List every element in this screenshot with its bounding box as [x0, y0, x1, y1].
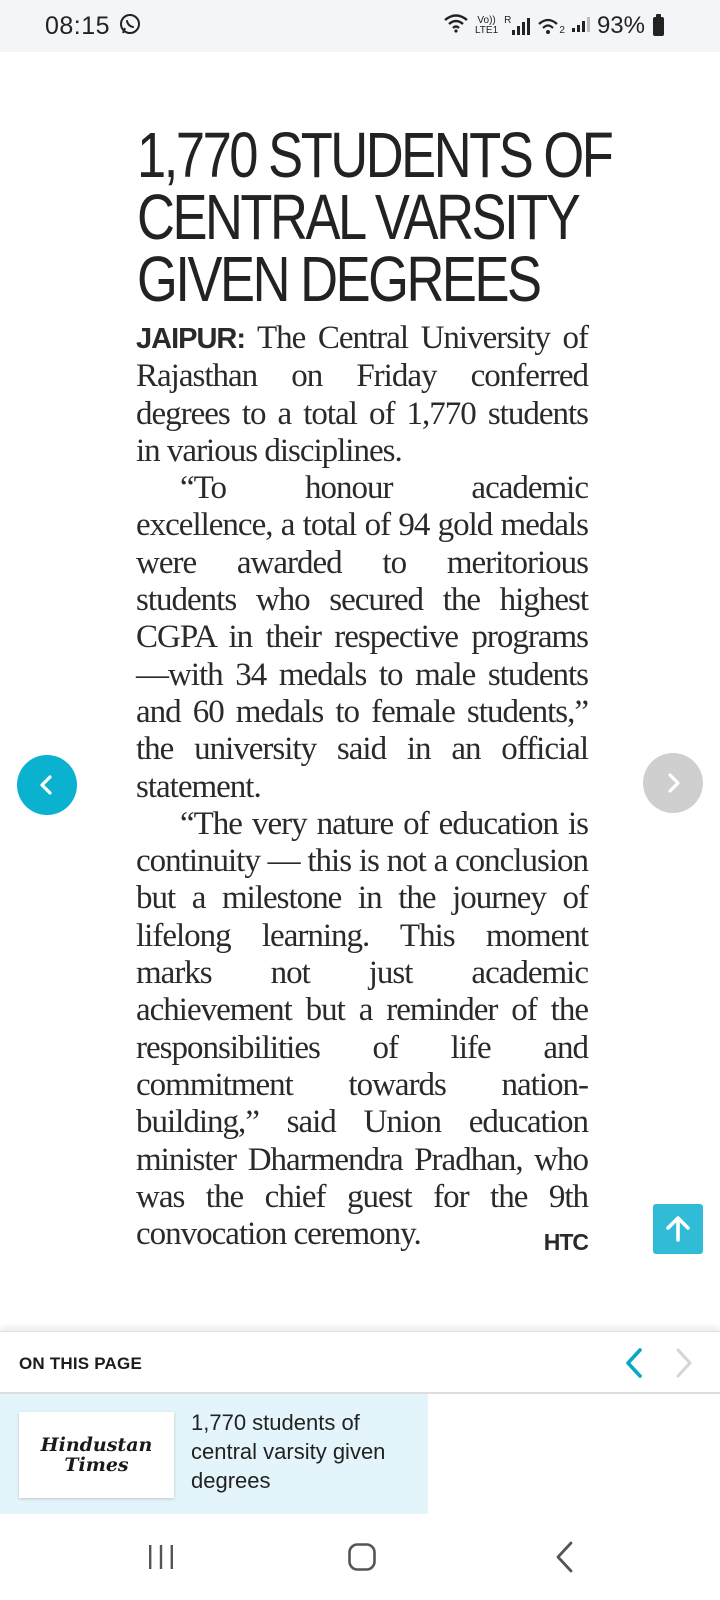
- article-headline: [137, 119, 612, 315]
- wifi-calling-icon: [537, 16, 565, 36]
- story-card[interactable]: [0, 1394, 428, 1514]
- wifi-icon: [443, 12, 469, 40]
- back-icon[interactable]: [553, 1540, 577, 1574]
- credit-label: HTC: [543, 1229, 588, 1256]
- previous-page-button[interactable]: [17, 755, 77, 815]
- article-clipping: [0, 52, 720, 1332]
- on-this-page-title: ON THIS PAGE: [19, 1354, 142, 1373]
- panel-prev-button[interactable]: [620, 1346, 650, 1380]
- status-left: [45, 12, 142, 41]
- whatsapp-notification-icon: [118, 12, 142, 41]
- volte-indicator: [475, 16, 498, 36]
- logo-line: Hindustan: [40, 1434, 153, 1456]
- sim2-label: 2: [559, 25, 565, 36]
- clock: 08:15: [45, 11, 111, 40]
- scroll-to-top-button[interactable]: [653, 1204, 703, 1254]
- next-page-button[interactable]: [643, 753, 703, 813]
- battery-percent: 93%: [596, 12, 645, 39]
- signal-sim1-icon: [504, 16, 531, 36]
- battery-icon: [653, 17, 664, 36]
- lte-label: LTE1: [474, 25, 499, 36]
- status-bar: [0, 0, 720, 52]
- article-paragraph: [136, 320, 588, 470]
- chevron-left-icon: [36, 774, 58, 796]
- article-paragraph: “To honour academic excellence, a total of 94 gold medals were awarded to meritorious students who secured the highest CGPA in their respective programs —with 34 medals to male students and 60 medals to female students,” the university said in an official statement.: [136, 470, 588, 805]
- chevron-right-icon: [668, 1346, 698, 1380]
- paragraph-text: “The very nature of education is continuity — this is not a conclusion but a milestone in the journey of lifelong learning. This moment marks not just academic achievement but a reminder of the responsibilities of life and commitment towards nation-building,” said Union education minister Dharmendra Pradhan, who was the chief guest for the 9th convocation ceremony.: [136, 805, 588, 1253]
- article-paragraph: [136, 806, 588, 1254]
- panel-next-button[interactable]: [668, 1346, 698, 1380]
- volte-label: Vo)): [477, 15, 496, 26]
- headline-line: 1,770 STUDENTS OF: [137, 119, 612, 191]
- logo-line: Times: [64, 1454, 129, 1476]
- home-icon[interactable]: [347, 1542, 377, 1572]
- publication-logo: [19, 1412, 174, 1498]
- status-right: [443, 12, 664, 40]
- chevron-right-icon: [662, 772, 684, 794]
- recent-apps-icon[interactable]: [147, 1542, 175, 1572]
- article-body: [136, 320, 588, 1261]
- headline-line: CENTRAL VARSITY: [137, 181, 579, 253]
- paragraph-text: The Central University of Rajasthan on Friday conferred degrees to a total of 1,770 students in various disciplines.: [136, 320, 588, 469]
- system-navigation-bar: [0, 1528, 720, 1588]
- story-title: 1,770 students of central varsity given degrees: [191, 1410, 386, 1493]
- signal-sim2-icon: [571, 12, 591, 40]
- arrow-up-icon: [663, 1214, 693, 1244]
- headline-line: GIVEN DEGREES: [137, 243, 540, 315]
- on-this-page-header: [0, 1331, 720, 1392]
- roaming-label: R: [504, 15, 512, 26]
- chevron-left-icon: [620, 1346, 650, 1380]
- dateline: JAIPUR:: [136, 323, 246, 355]
